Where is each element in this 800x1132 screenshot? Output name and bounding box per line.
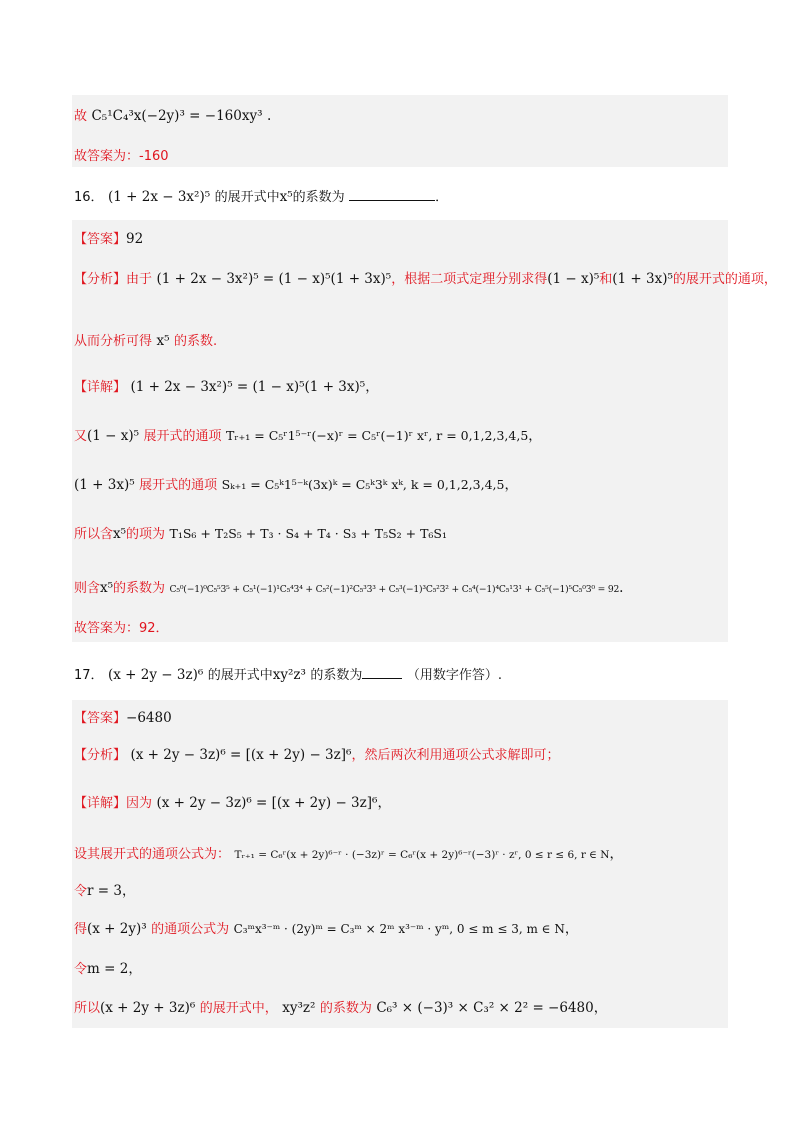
detail-17: 【详解】因为 (x + 2y − 3z)⁶ = [(x + 2y) − 3z]⁶， (74, 795, 391, 811)
detail-17-line4: 令m = 2， (74, 961, 142, 977)
answer-blank (349, 188, 435, 201)
analysis-16-line2: 从而分析可得 x⁵ 的系数. (74, 333, 218, 349)
detail-16-line1: 又(1 − x)⁵ 展开式的通项 Tᵣ₊₁ = C₅ʳ1⁵⁻ʳ(−x)ʳ = C₅ʳ(−1)ʳ xʳ, r = 0,1,2,3,4,5， (74, 428, 542, 444)
final-answer-16: 故答案为：92． (74, 621, 169, 636)
analysis-16: 【分析】由于 (1 + 2x − 3x²)⁵ = (1 − x)⁵(1 + 3x)⁵，根据二项式定理分别求得(1 − x)⁵和(1 + 3x)⁵的展开式的通项， (74, 271, 777, 287)
analysis-17: 【分析】 (x + 2y − 3z)⁶ = [(x + 2y) − 3z]⁶，然后两次利用通项公式求解即可； (74, 747, 560, 763)
detail-17-line5: 所以(x + 2y + 3z)⁶ 的展开式中， xy³z² 的系数为 C₆³ × (−3)³ × C₃² × 2² = −6480， (74, 1000, 608, 1016)
question-17: 17． (x + 2y − 3z)⁶ 的展开式中xy²z³ 的系数为 （用数字作答）. (74, 667, 502, 683)
detail-16-line4: 则含x⁵的系数为 C₅⁰(−1)⁰C₅⁵3⁵ + C₅¹(−1)¹C₅⁴3⁴ + C₅²(−1)²C₅³3³ + C₅³(−1)³C₅²3² + C₅⁴(−1)⁴C₅¹3¹ + C₅⁵(−1)⁵C₅⁰3⁰ = 92. (74, 580, 624, 596)
detail-17-line2: 令r = 3， (74, 883, 136, 899)
answer-blank (362, 666, 402, 679)
detail-16-line2: (1 + 3x)⁵ 展开式的通项 Sₖ₊₁ = C₅ᵏ1⁵⁻ᵏ(3x)ᵏ = C₅ᵏ3ᵏ xᵏ, k = 0,1,2,3,4,5， (74, 477, 518, 493)
detail-17-line1: 设其展开式的通项公式为： Tᵣ₊₁ = C₆ʳ(x + 2y)⁶⁻ʳ · (−3z)ʳ = C₆ʳ(x + 2y)⁶⁻ʳ(−3)ʳ · zʳ, 0 ≤ r ≤ 6, r ∈ N， (74, 846, 623, 862)
question-16: 16． (1 + 2x − 3x²)⁵ 的展开式中x⁵的系数为 ． (74, 189, 449, 205)
final-answer-15: 故答案为：-160 (74, 149, 169, 164)
answer-17: 【答案】−6480 (74, 710, 172, 726)
detail-17-line3: 得(x + 2y)³ 的通项公式为 C₃ᵐx³⁻ᵐ · (2y)ᵐ = C₃ᵐ × 2ᵐ x³⁻ᵐ · yᵐ, 0 ≤ m ≤ 3, m ∈ N， (74, 921, 579, 937)
detail-16: 【详解】 (1 + 2x − 3x²)⁵ = (1 − x)⁵(1 + 3x)⁵， (74, 379, 379, 395)
answer-16: 【答案】92 (74, 231, 144, 247)
conclusion-line: 故 C₅¹C₄³x(−2y)³ = −160xy³ . (74, 108, 272, 124)
detail-16-line3: 所以含x⁵的项为 T₁S₆ + T₂S₅ + T₃ · S₄ + T₄ · S₃ + T₅S₂ + T₆S₁ (74, 526, 447, 542)
